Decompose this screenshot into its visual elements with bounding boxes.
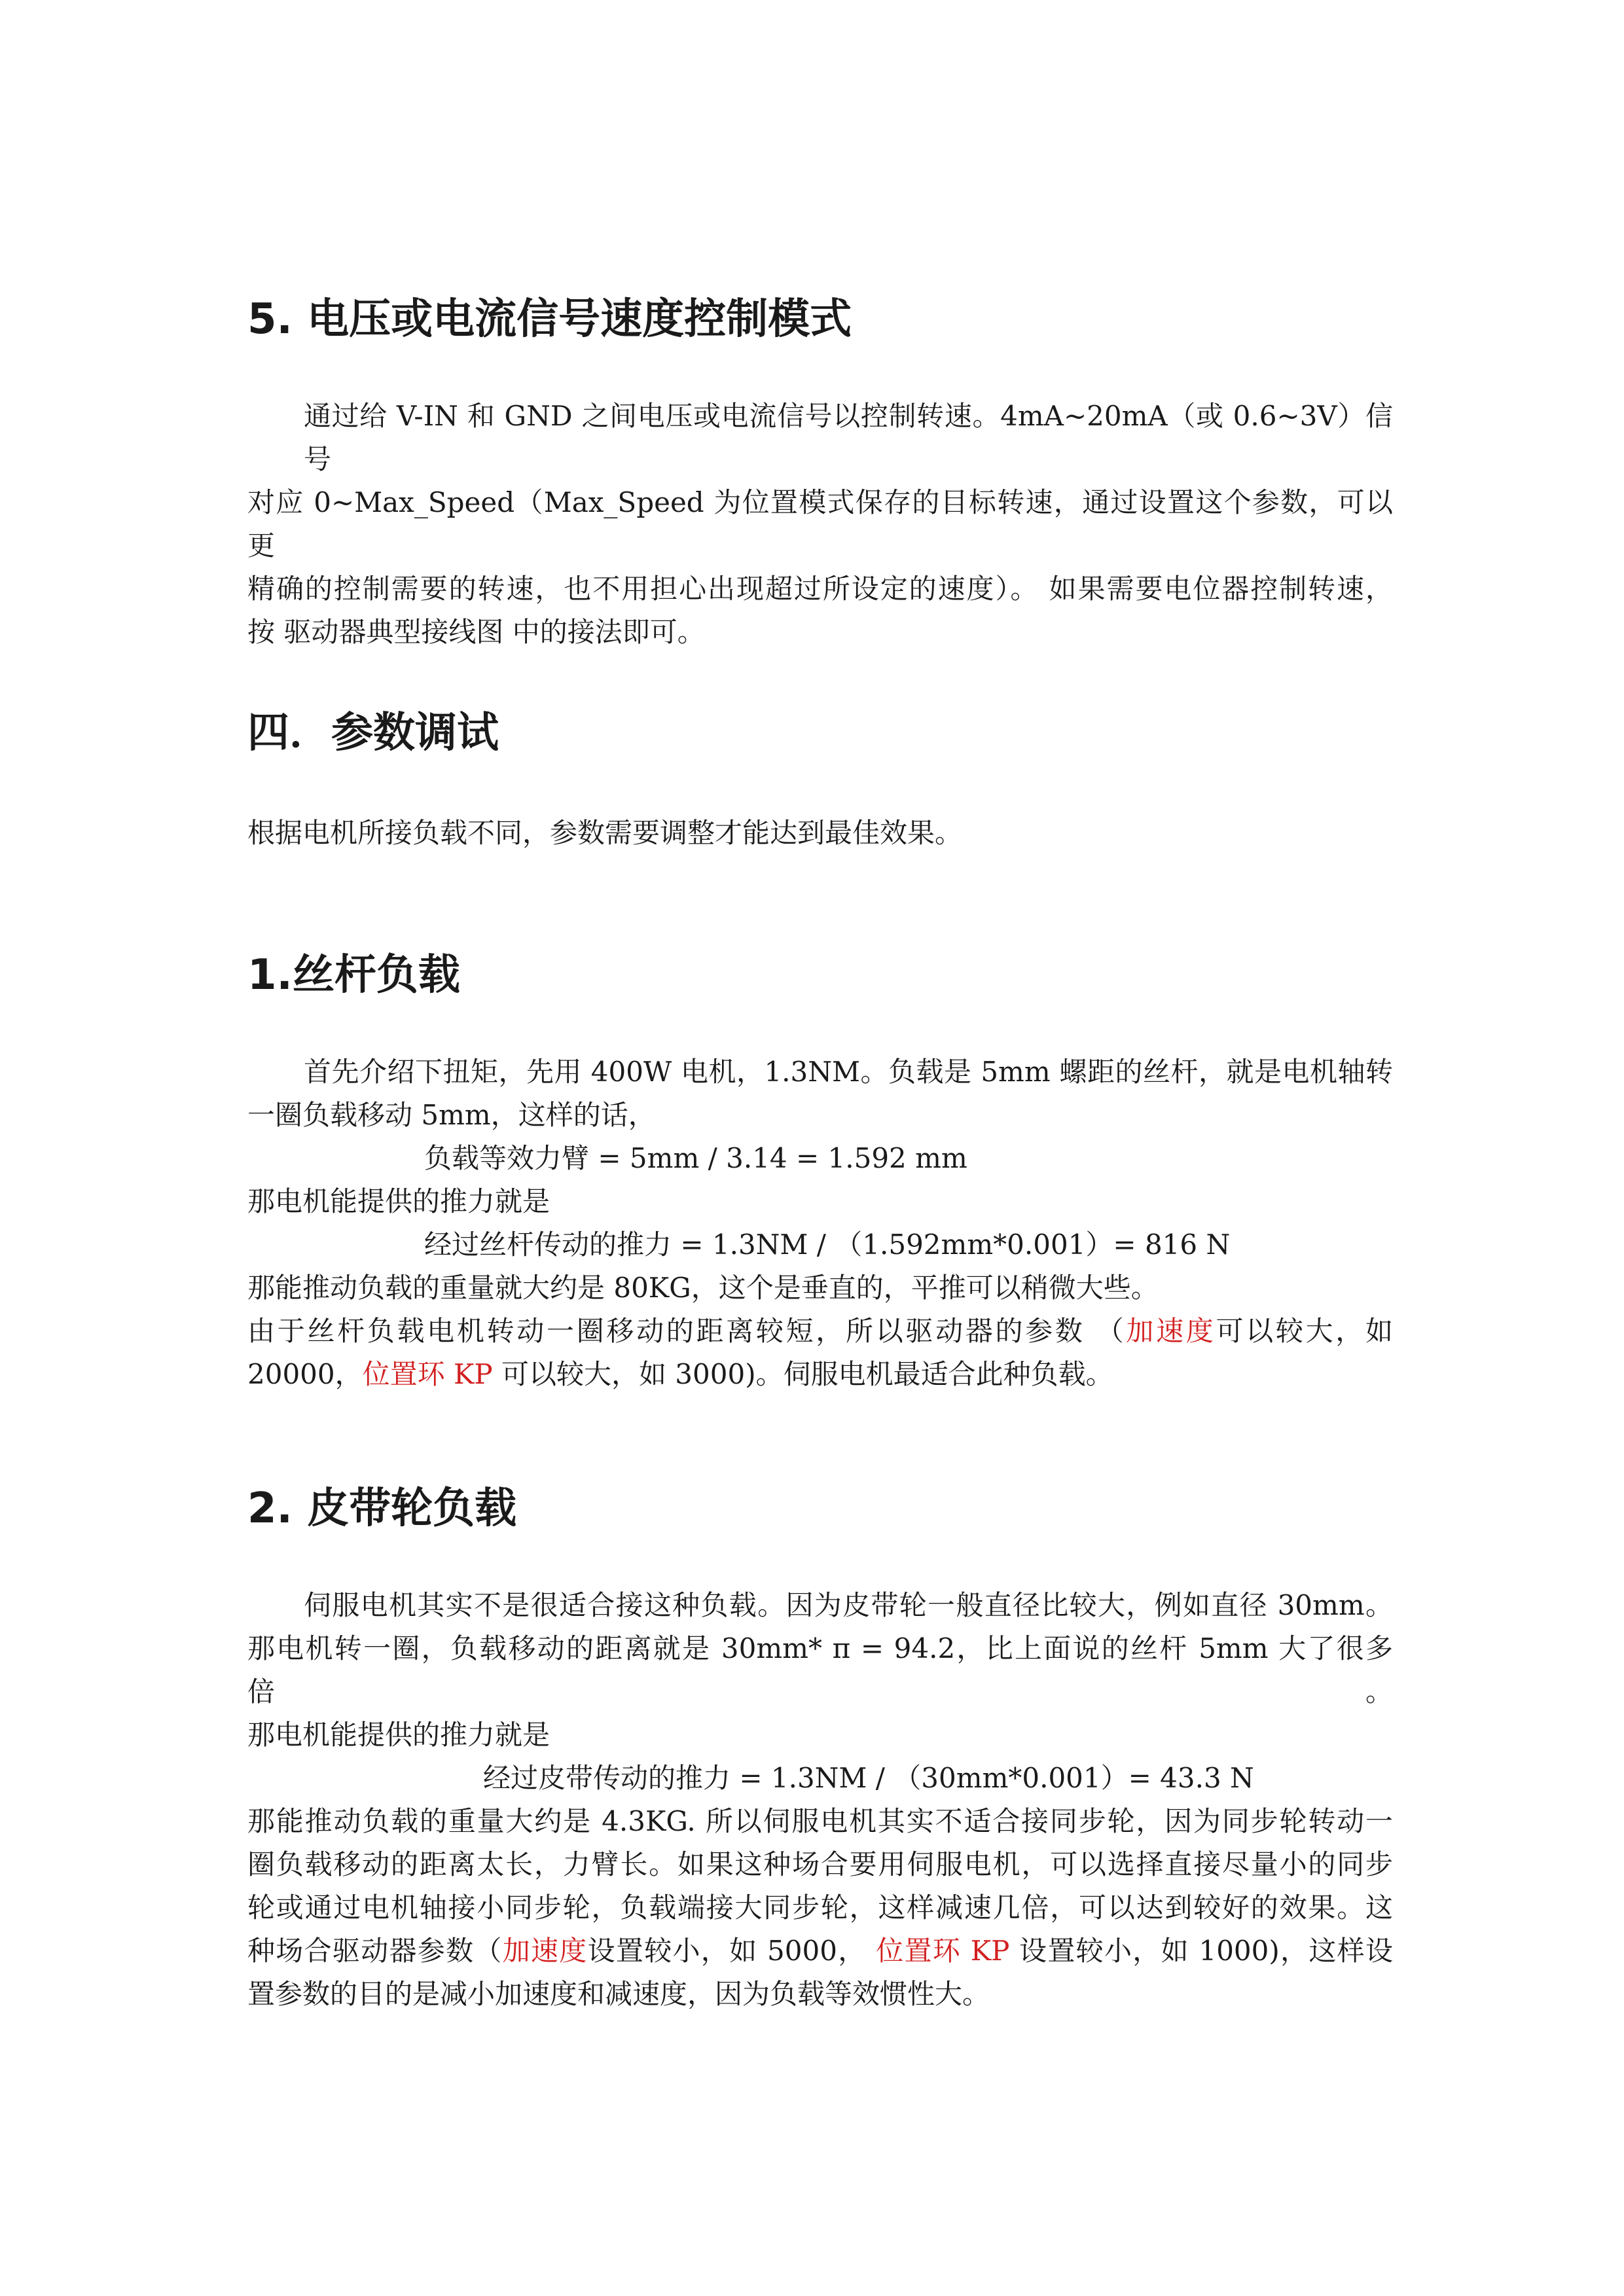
text-run: 可以较大，如 3000)。伺服电机最适合此种负载。 xyxy=(492,1358,1113,1390)
chapter-4-heading: 四．参数调试 xyxy=(247,709,499,757)
chapter-4-intro: 根据电机所接负载不同，参数需要调整才能达到最佳效果。 xyxy=(247,817,963,849)
text-run: 可以较大，如 xyxy=(1216,1315,1393,1347)
paragraph-line: 那能推动负载的重量就大约是 80KG，这个是垂直的，平推可以稍微大些。 xyxy=(247,1272,1159,1304)
paragraph-line: 伺服电机其实不是很适合接这种负载。因为皮带轮一般直径比较大，例如直径 30mm。 xyxy=(304,1589,1393,1621)
paragraph-line xyxy=(247,1353,1393,1396)
paragraph-line: 轮或通过电机轴接小同步轮，负载端接大同步轮，这样减速几倍，可以达到较好的效果。这 xyxy=(247,1892,1393,1924)
paragraph-line xyxy=(247,1310,1393,1353)
paragraph-line: 那电机能提供的推力就是 xyxy=(247,1185,550,1217)
belt-load-paragraph xyxy=(247,1584,1393,2016)
paragraph-line: 对应 0~Max_Speed（Max_Speed 为位置模式保存的目标转速，通过设置这个参数，可以更 xyxy=(247,486,1393,562)
paragraph-line: 那能推动负载的重量大约是 4.3KG. 所以伺服电机其实不适合接同步轮，因为同步轮转动一 xyxy=(247,1805,1393,1837)
belt-load-heading: 2. 皮带轮负载 xyxy=(247,1484,517,1533)
paragraph-line: 那电机能提供的推力就是 xyxy=(247,1719,550,1751)
param-position-loop-kp: 位置环 KP xyxy=(876,1935,1010,1967)
paragraph-line: 通过给 V-IN 和 GND 之间电压或电流信号以控制转速。4mA~20mA（或 0.6~3V）信号 xyxy=(304,400,1393,475)
param-acceleration: 加速度 xyxy=(1126,1315,1216,1347)
screw-load-heading: 1.丝杆负载 xyxy=(247,951,460,999)
formula-thrust-belt: 经过皮带传动的推力 = 1.3NM / （30mm*0.001）= 43.3 N xyxy=(483,1762,1254,1794)
paragraph-line: 那电机转一圈，负载移动的距离就是 30mm* π = 94.2，比上面说的丝杆 5mm 大了很多倍。 xyxy=(247,1632,1393,1708)
text-run: 种场合驱动器参数（ xyxy=(247,1935,503,1967)
paragraph-line: 一圈负载移动 5mm，这样的话， xyxy=(247,1099,656,1131)
section-5-heading: 5. 电压或电流信号速度控制模式 xyxy=(247,295,852,344)
text-run: 设置较小，如 1000)，这样设 xyxy=(1009,1935,1393,1967)
param-position-loop-kp: 位置环 KP xyxy=(362,1358,493,1390)
param-acceleration: 加速度 xyxy=(502,1935,588,1967)
screw-load-paragraph xyxy=(247,1050,1393,1396)
text-run: 设置较小，如 5000， xyxy=(587,1935,876,1967)
paragraph-line: 置参数的目的是减小加速度和减速度，因为负载等效惯性大。 xyxy=(247,1978,990,2010)
text-run: 由于丝杆负载电机转动一圈移动的距离较短，所以驱动器的参数 （ xyxy=(247,1315,1127,1347)
section-5-paragraph xyxy=(247,395,1393,654)
paragraph-line: 精确的控制需要的转速，也不用担心出现超过所设定的速度）。 如果需要电位器控制转速， xyxy=(247,573,1393,605)
paragraph-line: 按 驱动器典型接线图 中的接法即可。 xyxy=(247,616,705,648)
formula-lever-arm: 负载等效力臂 = 5mm / 3.14 = 1.592 mm xyxy=(424,1142,967,1174)
formula-thrust-screw: 经过丝杆传动的推力 = 1.3NM / （1.592mm*0.001）= 816 N xyxy=(424,1229,1231,1261)
paragraph-line xyxy=(247,1929,1393,1973)
text-run: 20000， xyxy=(247,1358,363,1390)
paragraph-line: 首先介绍下扭矩，先用 400W 电机，1.3NM。负载是 5mm 螺距的丝杆，就是电机轴转 xyxy=(304,1056,1393,1088)
paragraph-line: 圈负载移动的距离太长，力臂长。如果这种场合要用伺服电机，可以选择直接尽量小的同步 xyxy=(247,1848,1393,1880)
